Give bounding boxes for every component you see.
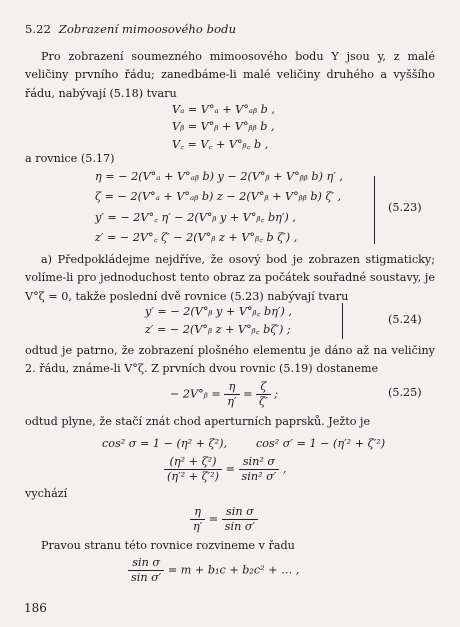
equation-va: Vₐ = V°ₐ + V°ₐᵦ b , bbox=[172, 103, 275, 116]
equation-eta: η = − 2(V°ₐ + V°ₐᵦ b) y − 2(V°ᵦ + V°ᵦᵦ b) η′ , bbox=[95, 170, 343, 183]
equation-brace bbox=[336, 303, 343, 339]
equation-zeta: ζ = − 2(V°ₐ + V°ₐᵦ b) z − 2(V°ᵦ + V°ᵦᵦ b) ζ′ , bbox=[95, 190, 342, 203]
paragraph-element: odtud je patrno, že zobrazení plošného elementu je dáno až na veličiny 2. řádu, známe-li V°ζ. Z prvních dvou rovnic (5.19) dostaneme bbox=[25, 344, 435, 376]
equation-z-prime-stigmatic: z′ = − 2(V°ᵦ z + V°ᵦ꜀ bζ′) ; bbox=[145, 323, 291, 336]
paragraph-intro: Pro zobrazení soumezného mimoosového bodu Y jsou y, z malé veličiny prvního řádu; zanedbáme-li malé veličiny druhého a vyššího řádu, nabývají (5.18) tvaru bbox=[25, 50, 435, 100]
paragraph-vychazi: vychází bbox=[25, 487, 68, 500]
section-header bbox=[25, 22, 236, 36]
equation-number-5-23: (5.23) bbox=[388, 201, 422, 214]
equation-sin-ratio: $\frac{\text{(η² + ζ²)}}{\text{(η′² + ζ′²)}}$ = $\frac{\text{sin² σ}}{\text{sin² σ′}}$ , bbox=[164, 455, 286, 484]
equation-number-5-25: (5.25) bbox=[388, 386, 422, 399]
equation-y-prime-stigmatic: y′ = − 2(V°ᵦ y + V°ᵦ꜀ bη′) , bbox=[145, 305, 292, 318]
equation-5-25: − 2V°ᵦ = $\frac{\eta}{\eta'}$ = $\frac{\zeta}{\zeta'}$ ; bbox=[170, 380, 278, 408]
section-title: Zobrazení mimoosového bodu bbox=[58, 22, 237, 36]
fraction: $\frac{\text{(η² + ζ²)}}{\text{(η′² + ζ′²)}}$ bbox=[164, 455, 222, 484]
equation-y-prime: y′ = − 2V°꜀ η′ − 2(V°ᵦ y + V°ᵦ꜀ bη′) , bbox=[95, 211, 296, 224]
fraction: $\frac{\text{sin σ}}{\text{sin σ′}}$ bbox=[128, 556, 164, 585]
fraction: $\frac{\eta}{\eta'}$ bbox=[224, 380, 239, 409]
fraction: $\frac{\eta}{\eta'}$ bbox=[190, 505, 205, 534]
paragraph-rovnice: a rovnice (5.17) bbox=[25, 152, 115, 165]
equation-z-prime: z′ = − 2V°꜀ ζ′ − 2(V°ᵦ z + V°ᵦ꜀ b ζ′) , bbox=[95, 231, 298, 244]
equation-cos-sigma-prime: cos² σ′ = 1 − (η′² + ζ′²) bbox=[256, 437, 386, 450]
equation-number-5-24: (5.24) bbox=[388, 313, 422, 326]
section-number: 5.22 bbox=[25, 22, 52, 36]
equation-vb: Vᵦ = V°ᵦ + V°ᵦᵦ b , bbox=[172, 120, 275, 133]
equation-brace bbox=[368, 176, 375, 244]
paragraph-aperture: odtud plyne, že stačí znát chod aperturních paprsků. Ježto je bbox=[25, 415, 371, 428]
equation-vc: V꜀ = V꜀ + V°ᵦ꜀ b , bbox=[172, 138, 269, 151]
equation-sine-law: $\frac{\eta}{\eta'}$ = $\frac{\text{sin σ}}{\text{sin σ′}}$ bbox=[190, 505, 258, 534]
paragraph-series: Pravou stranu této rovnice rozvineme v řadu bbox=[41, 539, 295, 552]
fraction: $\frac{\text{sin² σ}}{\text{sin² σ′}}$ bbox=[239, 455, 280, 484]
equation-cos-sigma: cos² σ = 1 − (η² + ζ²), bbox=[102, 437, 228, 450]
fraction: $\frac{\zeta}{\zeta'}$ bbox=[256, 380, 271, 409]
fraction: $\frac{\text{sin σ}}{\text{sin σ′}}$ bbox=[222, 505, 258, 534]
page-number: 186 bbox=[24, 601, 47, 615]
paragraph-stigmatic: a) Předpokládejme nejdříve, že osový bod je zobrazen stigmaticky; volíme-li pro jednoduchost tento obraz za počátek souřadné soustavy, je V°ζ = 0, takže poslední dvě rovnice (5.23) nabývají tvaru bbox=[25, 253, 435, 303]
equation-series: $\frac{\text{sin σ}}{\text{sin σ′}}$ = m + b₁c + b₂c² + … , bbox=[128, 556, 299, 585]
